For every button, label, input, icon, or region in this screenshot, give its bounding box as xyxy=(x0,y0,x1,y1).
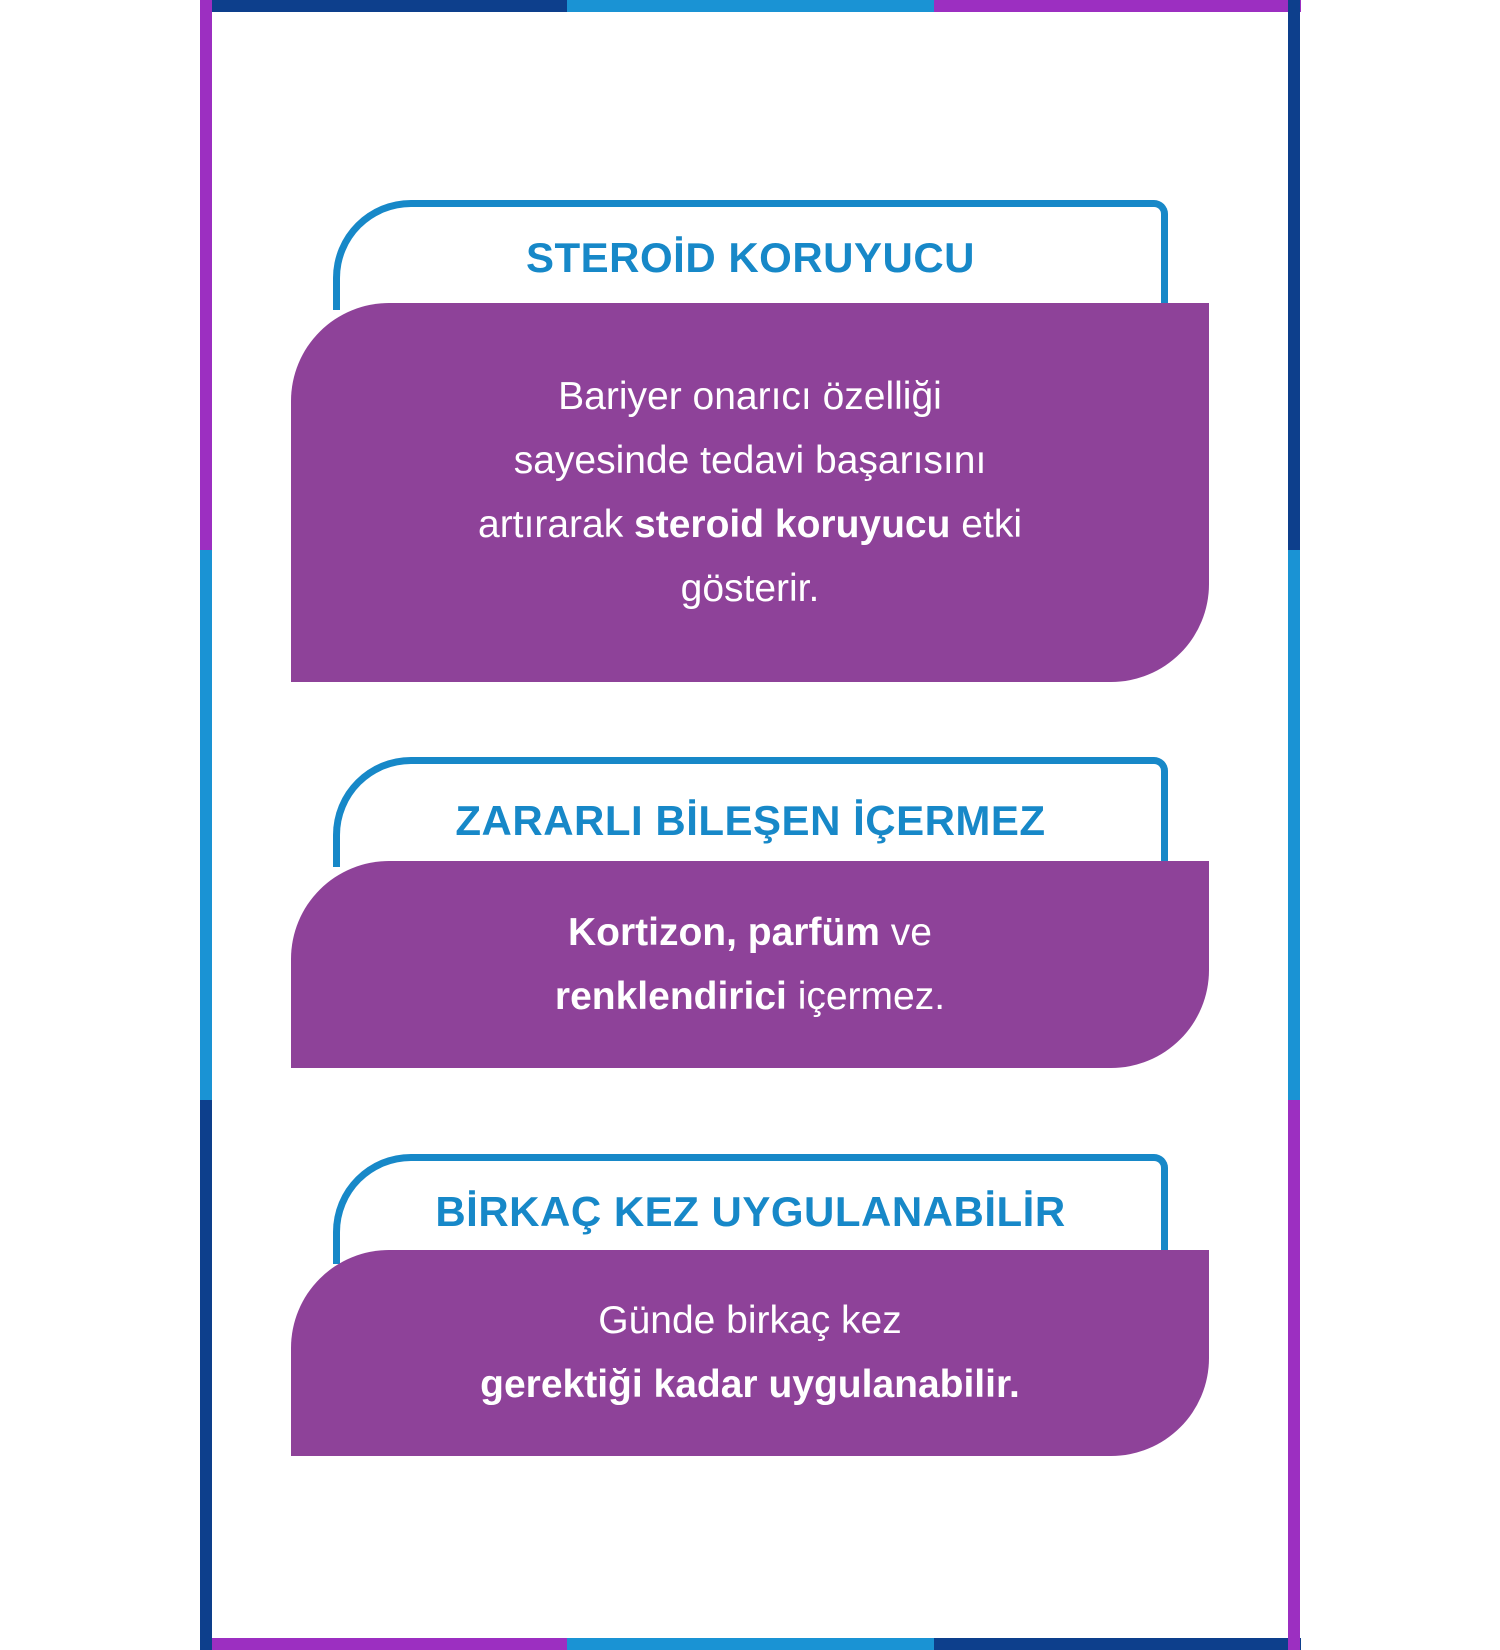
frame-top-purple xyxy=(934,0,1301,12)
body-line xyxy=(568,901,932,965)
frame-bottom-purple xyxy=(200,1638,567,1650)
body-line xyxy=(555,965,945,1029)
frame-left-sky xyxy=(200,550,212,1100)
frame-right-navy xyxy=(1288,0,1300,550)
card-title: STEROİD KORUYUCU xyxy=(525,234,976,281)
card-title: ZARARLI BİLEŞEN İÇERMEZ xyxy=(455,797,1046,844)
body-text-bold: renklendirici xyxy=(554,974,787,1018)
frame-left-purple xyxy=(200,0,212,550)
feature-card-steroid xyxy=(291,200,1209,682)
body-line: gösterir. xyxy=(680,566,820,610)
frame-right-purple xyxy=(1288,1100,1300,1650)
feature-card-no-harmful xyxy=(291,757,1209,1068)
body-text: ve xyxy=(879,910,932,954)
body-line: sayesinde tedavi başarısını xyxy=(513,438,987,482)
body-text: artırarak xyxy=(478,502,635,546)
body-line xyxy=(478,493,1022,557)
body-text-bold: Kortizon, parfüm xyxy=(567,910,880,954)
frame-bottom-navy xyxy=(934,1638,1301,1650)
frame-top-sky xyxy=(567,0,934,12)
body-line xyxy=(480,1353,1020,1417)
body-text: etki xyxy=(950,502,1022,546)
card-title: BİRKAÇ KEZ UYGULANABİLİR xyxy=(435,1188,1066,1235)
frame-right-sky xyxy=(1288,550,1300,1100)
frame-bottom-sky xyxy=(567,1638,934,1650)
body-text: içermez. xyxy=(786,974,946,1018)
card-body xyxy=(291,1250,1209,1456)
frame-top-navy xyxy=(200,0,567,12)
feature-card-multiple-use xyxy=(291,1154,1209,1456)
frame-left-navy xyxy=(200,1100,212,1650)
body-text-bold: steroid koruyucu xyxy=(634,502,951,546)
body-line: Bariyer onarıcı özelliği xyxy=(558,374,942,418)
body-text-bold: gerektiği kadar uygulanabilir. xyxy=(480,1363,1020,1406)
card-body xyxy=(291,861,1209,1068)
card-body xyxy=(291,303,1209,682)
body-line: Günde birkaç kez xyxy=(598,1299,902,1342)
